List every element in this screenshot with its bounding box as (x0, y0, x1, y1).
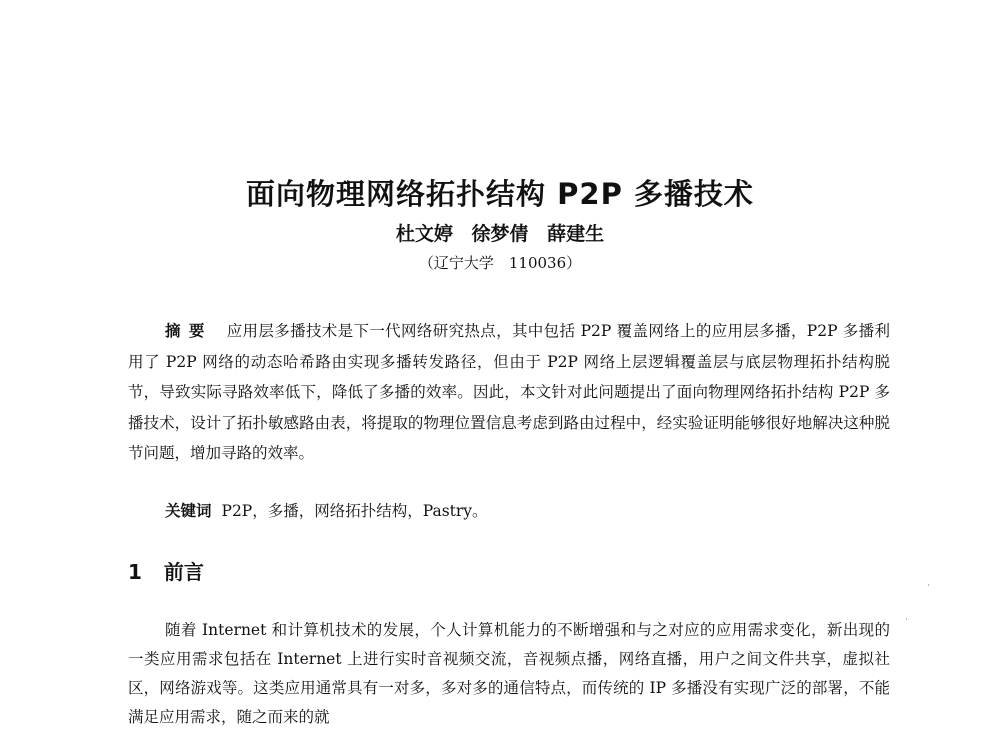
abstract (128, 316, 890, 469)
section-title: 前言 (163, 560, 204, 584)
section-heading (128, 556, 204, 585)
abstract-label: 摘要 (165, 322, 213, 340)
paper-title: 面向物理网络拓扑结构 P2P 多播技术 (246, 177, 754, 211)
keywords (165, 496, 890, 526)
scan-artifact (928, 584, 929, 586)
author-list: 杜文婷 徐梦倩 薛建生 (395, 223, 605, 245)
section-number: 1 (128, 560, 142, 584)
affiliation: （辽宁大学 110036） (418, 254, 582, 272)
body-paragraph: 随着 Internet 和计算机技术的发展，个人计算机能力的不断增强和与之对应的应用需求变化，新出现的一类应用需求包括在 Internet 上进行实时音视频交流，音视频点播，网络直播，用户之间文件共享，虚拟社区，网络游戏等。这类应用通常具有一对多，多对多的通信特点，而传统的 IP 多播没有实现广泛的部署，不能满足应用需求，随之而来的就 (128, 621, 890, 726)
scan-artifact (906, 618, 907, 620)
keywords-text: P2P，多播，网络拓扑结构，Pastry。 (221, 502, 488, 520)
abstract-text: 应用层多播技术是下一代网络研究热点，其中包括 P2P 覆盖网络上的应用层多播，P2P 多播利用了 P2P 网络的动态哈希路由实现多播转发路径，但由于 P2P 网络上层逻辑覆盖层与底层物理拓扑结构脱节，导致实际寻路效率低下，降低了多播的效率。因此，本文针对此问题提出了面向物理网络拓扑结构 P2P 多播技术，设计了拓扑敏感路由表，将提取的物理位置信息考虑到路由过程中，经实验证明能够很好地解决这种脱节问题，增加寻路的效率。 (128, 322, 890, 462)
keywords-label: 关键词 (165, 502, 212, 520)
